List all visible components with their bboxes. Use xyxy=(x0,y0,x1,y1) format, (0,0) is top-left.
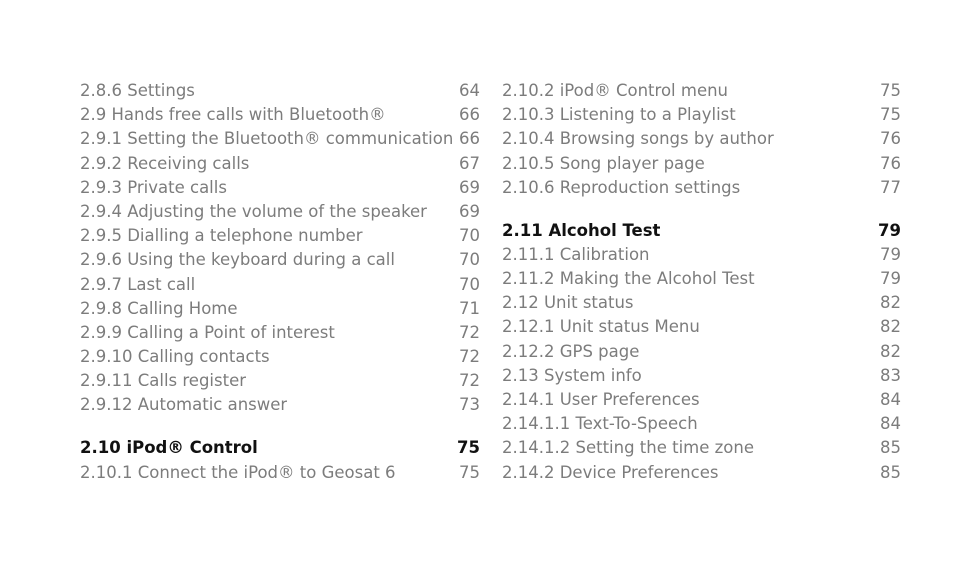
toc-entry-title: 2.9.11 Calls register xyxy=(80,371,246,391)
toc-entry[interactable] xyxy=(502,388,901,412)
toc-entry-page-number: 79 xyxy=(878,220,901,240)
toc-entry-page-number: 82 xyxy=(880,317,901,337)
toc-entry[interactable] xyxy=(80,127,480,151)
toc-entry[interactable] xyxy=(502,243,901,267)
toc-entry[interactable] xyxy=(80,297,480,321)
toc-entry[interactable] xyxy=(502,461,901,485)
toc-entry-title: 2.9.3 Private calls xyxy=(80,177,227,197)
toc-entry-title: 2.8.6 Settings xyxy=(80,81,195,100)
toc-section-heading[interactable] xyxy=(80,436,480,460)
toc-entry-page-number: 70 xyxy=(459,274,480,294)
toc-entry-page-number: 76 xyxy=(880,129,901,149)
toc-entry-title: 2.9.9 Calling a Point of interest xyxy=(80,322,335,342)
toc-entry-title: 2.9.8 Calling Home xyxy=(80,298,238,318)
toc-entry-page-number: 75 xyxy=(459,462,480,482)
toc-entry[interactable] xyxy=(502,291,901,315)
toc-entry-title: 2.9.1 Setting the Bluetooth® communication xyxy=(80,129,454,149)
toc-entry-title: 2.9 Hands free calls with Bluetooth® xyxy=(80,105,386,125)
toc-entry-page-number: 76 xyxy=(880,153,901,173)
toc-section-heading[interactable] xyxy=(502,219,901,243)
toc-entry[interactable] xyxy=(80,200,480,224)
toc-entry-title: 2.9.10 Calling contacts xyxy=(80,347,270,367)
toc-entry-title: 2.14.1 User Preferences xyxy=(502,390,700,410)
toc-entry-page-number: 75 xyxy=(457,438,480,458)
toc-entry-page-number: 79 xyxy=(880,269,901,289)
toc-entry-title: 2.11.1 Calibration xyxy=(502,244,650,264)
toc-entry[interactable] xyxy=(502,412,901,436)
toc-entry-page-number: 75 xyxy=(880,81,901,100)
toc-entry-page-number: 66 xyxy=(459,129,480,149)
toc-entry-page-number: 82 xyxy=(880,293,901,313)
toc-entry-title: 2.10.4 Browsing songs by author xyxy=(502,129,774,149)
toc-entry[interactable] xyxy=(80,79,480,103)
toc-entry[interactable] xyxy=(80,152,480,176)
toc-entry-title: 2.12.2 GPS page xyxy=(502,341,640,361)
toc-left-column xyxy=(80,79,480,485)
toc-entry-page-number: 67 xyxy=(459,153,480,173)
toc-entry[interactable] xyxy=(80,345,480,369)
toc-entry-page-number: 84 xyxy=(880,414,901,434)
toc-entry[interactable] xyxy=(80,248,480,272)
toc-entry-page-number: 72 xyxy=(459,347,480,367)
toc-entry-page-number: 69 xyxy=(459,201,480,221)
toc-entry-title: 2.12 Unit status xyxy=(502,293,634,313)
toc-entry[interactable] xyxy=(502,176,901,200)
toc-entry-title: 2.14.1.1 Text-To-Speech xyxy=(502,414,698,434)
toc-entry[interactable] xyxy=(502,364,901,388)
toc-entry[interactable] xyxy=(80,224,480,248)
toc-entry[interactable] xyxy=(502,340,901,364)
toc-right-column xyxy=(502,79,901,485)
toc-entry-title: 2.9.4 Adjusting the volume of the speaker xyxy=(80,201,427,221)
toc-entry[interactable] xyxy=(80,273,480,297)
toc-entry-page-number: 77 xyxy=(880,177,901,197)
toc-entry-page-number: 79 xyxy=(880,244,901,264)
toc-entry-page-number: 75 xyxy=(880,105,901,125)
toc-entry-title: 2.10.3 Listening to a Playlist xyxy=(502,105,736,125)
toc-entry[interactable] xyxy=(502,127,901,151)
toc-entry-title: 2.10.6 Reproduction settings xyxy=(502,177,741,197)
toc-entry-title: 2.9.6 Using the keyboard during a call xyxy=(80,250,395,270)
toc-entry[interactable] xyxy=(80,321,480,345)
toc-entry-title: 2.9.12 Automatic answer xyxy=(80,395,288,415)
toc-entry-title: 2.10.2 iPod® Control menu xyxy=(502,81,729,100)
toc-entry-page-number: 70 xyxy=(459,250,480,270)
toc-entry-title: 2.10.5 Song player page xyxy=(502,153,705,173)
toc-entry[interactable] xyxy=(502,103,901,127)
toc-entry[interactable] xyxy=(80,369,480,393)
toc-entry[interactable] xyxy=(502,267,901,291)
toc-entry-page-number: 84 xyxy=(880,390,901,410)
toc-entry[interactable] xyxy=(502,436,901,460)
toc-entry-title: 2.11 Alcohol Test xyxy=(502,220,661,240)
toc-entry[interactable] xyxy=(80,103,480,127)
toc-entry-title: 2.13 System info xyxy=(502,365,642,385)
toc-entry-title: 2.9.2 Receiving calls xyxy=(80,153,250,173)
toc-entry-title: 2.11.2 Making the Alcohol Test xyxy=(502,269,755,289)
toc-entry[interactable] xyxy=(80,393,480,417)
toc-entry[interactable] xyxy=(80,176,480,200)
toc-entry-title: 2.10 iPod® Control xyxy=(80,438,258,458)
toc-entry-page-number: 72 xyxy=(459,371,480,391)
toc-entry-page-number: 85 xyxy=(880,462,901,482)
toc-entry-page-number: 73 xyxy=(459,395,480,415)
toc-entry[interactable] xyxy=(502,152,901,176)
toc-entry-page-number: 70 xyxy=(459,226,480,246)
toc-entry-page-number: 64 xyxy=(459,81,480,100)
toc-entry-title: 2.10.1 Connect the iPod® to Geosat 6 xyxy=(80,462,396,482)
toc-entry-page-number: 83 xyxy=(880,365,901,385)
toc-entry-title: 2.9.5 Dialling a telephone number xyxy=(80,226,363,246)
toc-entry-page-number: 85 xyxy=(880,438,901,458)
toc-entry-page-number: 82 xyxy=(880,341,901,361)
toc-entry-page-number: 71 xyxy=(459,298,480,318)
toc-entry-page-number: 69 xyxy=(459,177,480,197)
toc-entry-title: 2.14.1.2 Setting the time zone xyxy=(502,438,755,458)
toc-entry-title: 2.14.2 Device Preferences xyxy=(502,462,719,482)
toc-entry-page-number: 72 xyxy=(459,322,480,342)
toc-entry-title: 2.12.1 Unit status Menu xyxy=(502,317,700,337)
toc-entry[interactable] xyxy=(502,315,901,339)
toc-entry[interactable] xyxy=(502,79,901,103)
toc-entry-page-number: 66 xyxy=(459,105,480,125)
toc-entry[interactable] xyxy=(80,461,480,485)
toc-entry-title: 2.9.7 Last call xyxy=(80,274,196,294)
